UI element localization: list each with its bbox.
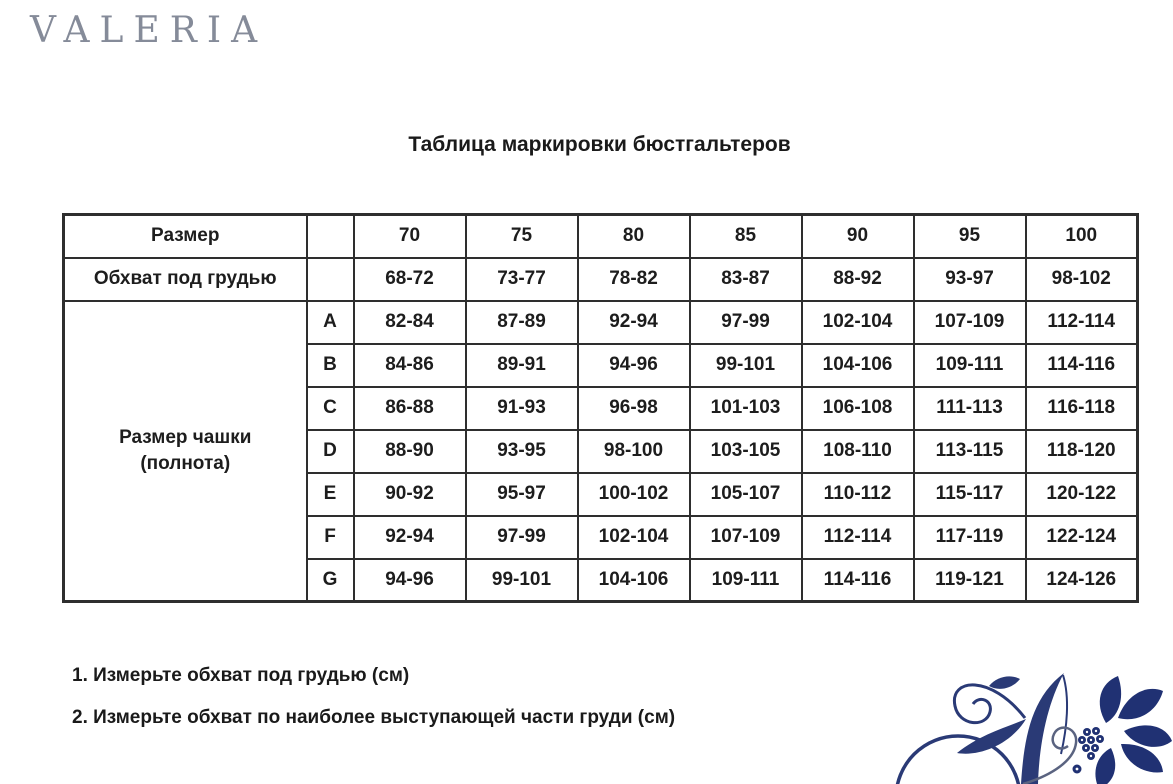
cup-letter-cell: F bbox=[307, 516, 354, 559]
measurement-cell: 104-106 bbox=[802, 344, 914, 387]
measurement-cell: 124-126 bbox=[1026, 559, 1138, 602]
measurement-cell: 97-99 bbox=[466, 516, 578, 559]
measurement-cell: 92-94 bbox=[578, 301, 690, 344]
measurement-cell: 107-109 bbox=[914, 301, 1026, 344]
cup-label-line2: (полнота) bbox=[140, 452, 231, 474]
measurement-cell: 120-122 bbox=[1026, 473, 1138, 516]
table-row bbox=[64, 215, 1138, 258]
size-col-header: 90 bbox=[802, 215, 914, 258]
empty-corner-cell bbox=[307, 215, 354, 258]
measurement-instructions bbox=[72, 665, 675, 749]
cup-letter-cell: C bbox=[307, 387, 354, 430]
measurement-cell: 101-103 bbox=[690, 387, 802, 430]
measurement-cell: 89-91 bbox=[466, 344, 578, 387]
underbust-cell: 88-92 bbox=[802, 258, 914, 301]
measurement-cell: 107-109 bbox=[690, 516, 802, 559]
measurement-cell: 103-105 bbox=[690, 430, 802, 473]
underbust-cell: 78-82 bbox=[578, 258, 690, 301]
measurement-cell: 113-115 bbox=[914, 430, 1026, 473]
measurement-cell: 109-111 bbox=[690, 559, 802, 602]
measurement-cell: 122-124 bbox=[1026, 516, 1138, 559]
size-col-header: 95 bbox=[914, 215, 1026, 258]
measurement-cell: 112-114 bbox=[802, 516, 914, 559]
measurement-cell: 90-92 bbox=[354, 473, 466, 516]
measurement-cell: 109-111 bbox=[914, 344, 1026, 387]
measurement-cell: 87-89 bbox=[466, 301, 578, 344]
cup-letter-cell: D bbox=[307, 430, 354, 473]
size-col-header: 80 bbox=[578, 215, 690, 258]
bra-size-table bbox=[62, 213, 1139, 603]
measurement-cell: 93-95 bbox=[466, 430, 578, 473]
measurement-cell: 112-114 bbox=[1026, 301, 1138, 344]
size-col-header: 75 bbox=[466, 215, 578, 258]
measurement-cell: 102-104 bbox=[578, 516, 690, 559]
measurement-cell: 86-88 bbox=[354, 387, 466, 430]
cup-letter-cell: B bbox=[307, 344, 354, 387]
measurement-cell: 106-108 bbox=[802, 387, 914, 430]
measurement-cell: 104-106 bbox=[578, 559, 690, 602]
size-col-header: 85 bbox=[690, 215, 802, 258]
underbust-cell: 98-102 bbox=[1026, 258, 1138, 301]
empty-cell bbox=[307, 258, 354, 301]
size-col-header: 70 bbox=[354, 215, 466, 258]
measurement-cell: 102-104 bbox=[802, 301, 914, 344]
measurement-cell: 111-113 bbox=[914, 387, 1026, 430]
measurement-cell: 115-117 bbox=[914, 473, 1026, 516]
measurement-cell: 119-121 bbox=[914, 559, 1026, 602]
measurement-cell: 118-120 bbox=[1026, 430, 1138, 473]
cup-letter-cell: A bbox=[307, 301, 354, 344]
underbust-row-label: Обхват под грудью bbox=[64, 258, 307, 301]
size-row-label: Размер bbox=[64, 215, 307, 258]
cup-letter-cell: E bbox=[307, 473, 354, 516]
measurement-cell: 99-101 bbox=[690, 344, 802, 387]
measurement-cell: 95-97 bbox=[466, 473, 578, 516]
measurement-cell: 96-98 bbox=[578, 387, 690, 430]
measurement-cell: 114-116 bbox=[802, 559, 914, 602]
measurement-cell: 84-86 bbox=[354, 344, 466, 387]
table-row bbox=[64, 301, 1138, 344]
size-col-header: 100 bbox=[1026, 215, 1138, 258]
measurement-cell: 82-84 bbox=[354, 301, 466, 344]
measurement-cell: 94-96 bbox=[354, 559, 466, 602]
page-title: Таблица маркировки бюстгальтеров bbox=[408, 133, 791, 156]
measurement-cell: 105-107 bbox=[690, 473, 802, 516]
measurement-cell: 98-100 bbox=[578, 430, 690, 473]
measurement-cell: 99-101 bbox=[466, 559, 578, 602]
brand-logo: VALERIA bbox=[30, 10, 268, 51]
floral-flourish-icon bbox=[873, 656, 1173, 784]
measurement-cell: 88-90 bbox=[354, 430, 466, 473]
measurement-cell: 110-112 bbox=[802, 473, 914, 516]
measurement-cell: 117-119 bbox=[914, 516, 1026, 559]
cup-letter-cell: G bbox=[307, 559, 354, 602]
measurement-cell: 91-93 bbox=[466, 387, 578, 430]
underbust-cell: 73-77 bbox=[466, 258, 578, 301]
measurement-cell: 114-116 bbox=[1026, 344, 1138, 387]
measurement-cell: 94-96 bbox=[578, 344, 690, 387]
cup-size-row-label bbox=[64, 301, 307, 602]
measurement-cell: 100-102 bbox=[578, 473, 690, 516]
underbust-cell: 83-87 bbox=[690, 258, 802, 301]
underbust-cell: 68-72 bbox=[354, 258, 466, 301]
measurement-cell: 92-94 bbox=[354, 516, 466, 559]
instruction-step-1: 1. Измерьте обхват под грудью (см) bbox=[72, 665, 410, 686]
cup-label-line1: Размер чашки bbox=[119, 427, 252, 449]
table-row bbox=[64, 258, 1138, 301]
instruction-step-2: 2. Измерьте обхват по наиболее выступающей части груди (см) bbox=[72, 707, 676, 728]
measurement-cell: 116-118 bbox=[1026, 387, 1138, 430]
measurement-cell: 97-99 bbox=[690, 301, 802, 344]
measurement-cell: 108-110 bbox=[802, 430, 914, 473]
underbust-cell: 93-97 bbox=[914, 258, 1026, 301]
